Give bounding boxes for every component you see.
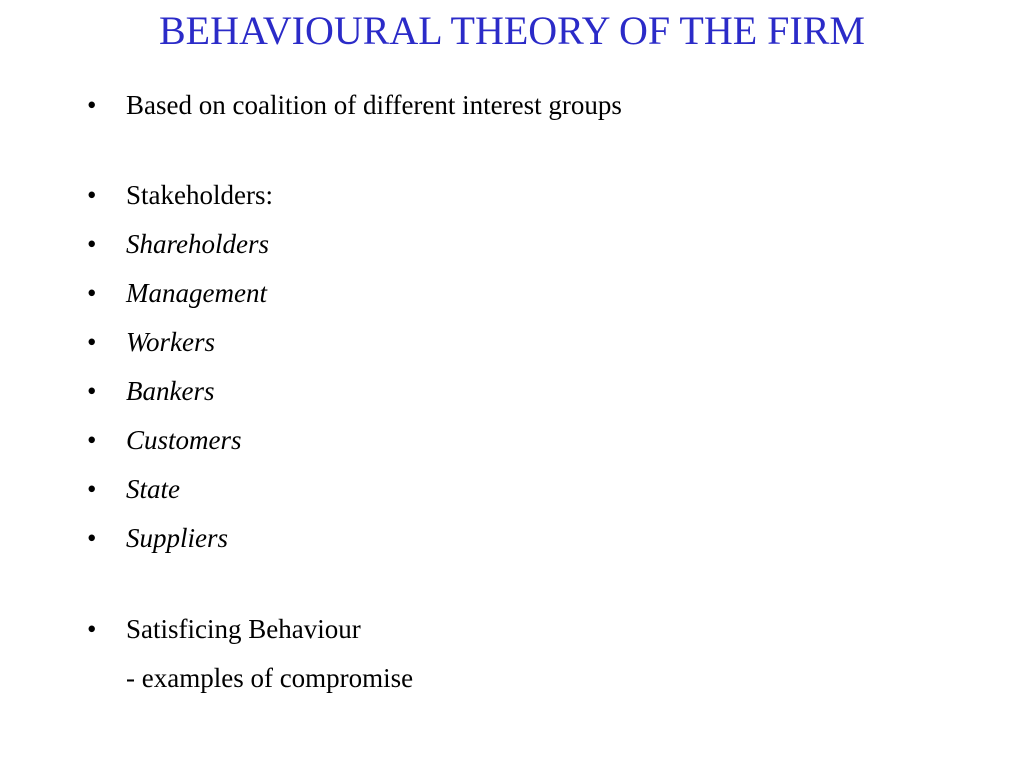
slide-title: BEHAVIOURAL THEORY OF THE FIRM [159,8,865,53]
sub-item-compromise: - examples of compromise [126,663,414,693]
bullet-text: Stakeholders: [126,180,273,210]
bullet-marker: • [87,523,97,553]
bullet-text: Management [126,278,267,308]
bullet-marker: • [87,376,97,406]
bullet-text: Satisficing Behaviour [126,614,361,644]
bullet-text: Based on coalition of different interest groups [126,90,622,120]
bullet-text: State [126,474,180,504]
bullet-marker: • [87,327,97,357]
bullet-text: Workers [126,327,216,357]
bullet-marker: • [87,229,97,259]
bullet-text: Customers [126,425,242,455]
bullet-marker: • [87,90,97,120]
bullet-marker: • [87,614,97,644]
bullet-text: Shareholders [126,229,269,259]
bullet-marker: • [87,278,97,308]
bullet-text: Suppliers [126,523,229,553]
bullet-marker: • [87,180,97,210]
bullet-marker: • [87,474,97,504]
bullet-marker: • [87,425,97,455]
bullet-text: Bankers [126,376,215,406]
